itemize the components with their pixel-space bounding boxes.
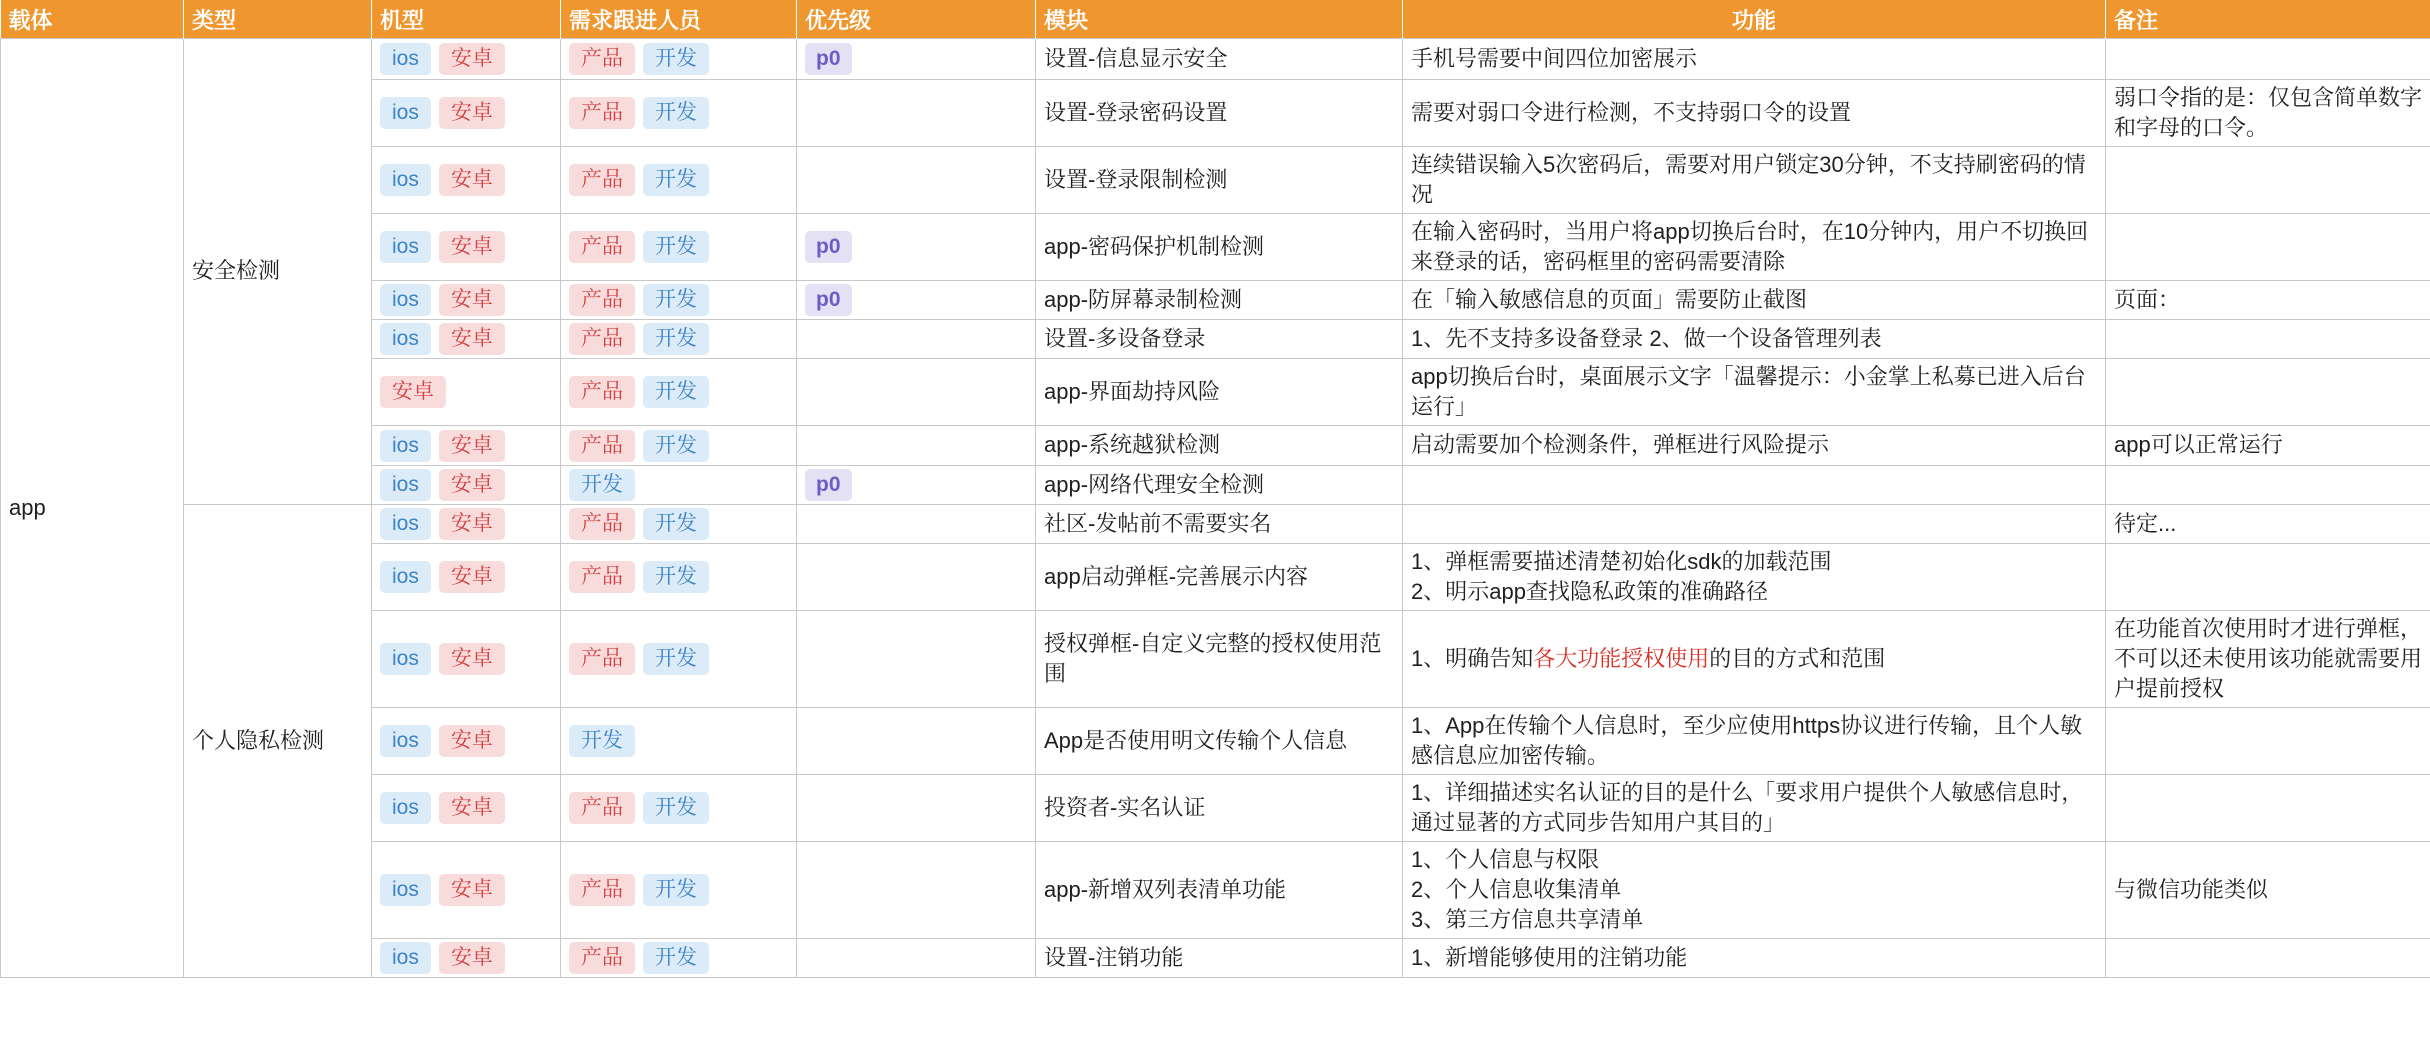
function-line: 手机号需要中间四位加密展示 bbox=[1411, 46, 1698, 71]
module-cell[interactable]: app启动弹框-完善展示内容 bbox=[1036, 543, 1403, 610]
module-cell[interactable]: app-系统越狱检测 bbox=[1036, 426, 1403, 465]
module-cell[interactable]: app-界面劫持风险 bbox=[1036, 359, 1403, 426]
android-tag: 安卓 bbox=[439, 942, 505, 974]
product-tag: 产品 bbox=[569, 164, 635, 196]
dev-tag: 开发 bbox=[643, 376, 709, 408]
function-cell[interactable] bbox=[1403, 281, 2106, 320]
priority-cell[interactable] bbox=[797, 938, 1036, 977]
function-line: 1、App在传输个人信息时，至少应使用https协议进行传输，且个人敏感信息应加密传输。 bbox=[1411, 712, 2083, 768]
dev-tag: 开发 bbox=[643, 323, 709, 355]
function-line: 连续错误输入5次密码后，需要对用户锁定30分钟，不支持刷密码的情况 bbox=[1411, 152, 2086, 207]
ios-tag: ios bbox=[380, 561, 431, 593]
carrier-cell[interactable]: app bbox=[1, 39, 184, 978]
android-tag: 安卓 bbox=[439, 792, 505, 824]
follower-cell[interactable] bbox=[561, 841, 797, 938]
function-line: 1、详细描述实名认证的目的是什么「要求用户提供个人敏感信息时，通过显著的方式同步告知用户其目的」 bbox=[1411, 779, 2084, 835]
dev-tag: 开发 bbox=[643, 284, 709, 316]
note-cell[interactable] bbox=[2106, 39, 2430, 80]
dev-tag: 开发 bbox=[643, 792, 709, 824]
function-cell[interactable] bbox=[1403, 320, 2106, 359]
product-tag: 产品 bbox=[569, 643, 635, 675]
function-line: 2、明示app查找隐私政策的准确路径 bbox=[1411, 578, 1768, 604]
function-cell[interactable] bbox=[1403, 80, 2106, 147]
function-line: app切换后台时，桌面展示文字「温馨提示：小金掌上私募已进入后台运行」 bbox=[1411, 364, 2086, 420]
module-cell[interactable]: 设置-登录密码设置 bbox=[1036, 80, 1403, 147]
priority-tag: p0 bbox=[805, 43, 852, 75]
dev-tag: 开发 bbox=[643, 561, 709, 593]
dev-tag: 开发 bbox=[643, 43, 709, 75]
type-cell[interactable]: 安全检测 bbox=[184, 39, 372, 505]
priority-cell[interactable] bbox=[797, 214, 1036, 281]
ios-tag: ios bbox=[380, 643, 431, 675]
model-cell[interactable] bbox=[372, 80, 561, 147]
priority-cell[interactable] bbox=[797, 359, 1036, 426]
follower-cell[interactable] bbox=[561, 504, 797, 543]
priority-cell[interactable] bbox=[797, 80, 1036, 147]
android-tag: 安卓 bbox=[439, 164, 505, 196]
follower-cell[interactable] bbox=[561, 938, 797, 977]
note-cell[interactable] bbox=[2106, 147, 2430, 214]
android-tag: 安卓 bbox=[439, 561, 505, 593]
priority-tag: p0 bbox=[805, 284, 852, 316]
model-cell[interactable] bbox=[372, 841, 561, 938]
ios-tag: ios bbox=[380, 43, 431, 75]
android-tag: 安卓 bbox=[439, 284, 505, 316]
dev-tag: 开发 bbox=[643, 942, 709, 974]
function-line: 需要对弱口令进行检测，不支持弱口令的设置 bbox=[1411, 100, 1852, 125]
note-cell[interactable]: 页面： bbox=[2106, 281, 2430, 320]
android-tag: 安卓 bbox=[439, 43, 505, 75]
product-tag: 产品 bbox=[569, 508, 635, 540]
follower-cell[interactable] bbox=[561, 707, 797, 774]
ios-tag: ios bbox=[380, 231, 431, 263]
note-cell[interactable] bbox=[2106, 359, 2430, 426]
model-cell[interactable] bbox=[372, 938, 561, 977]
product-tag: 产品 bbox=[569, 792, 635, 824]
follower-cell[interactable] bbox=[561, 610, 797, 707]
product-tag: 产品 bbox=[569, 874, 635, 906]
follower-cell[interactable] bbox=[561, 147, 797, 214]
ios-tag: ios bbox=[380, 284, 431, 316]
note-cell[interactable] bbox=[2106, 707, 2430, 774]
module-cell[interactable]: 设置-多设备登录 bbox=[1036, 320, 1403, 359]
dev-tag: 开发 bbox=[643, 874, 709, 906]
priority-cell[interactable] bbox=[797, 320, 1036, 359]
module-cell[interactable]: app-新增双列表清单功能 bbox=[1036, 841, 1403, 938]
note-cell[interactable]: 待定... bbox=[2106, 504, 2430, 543]
dev-tag: 开发 bbox=[569, 725, 635, 757]
priority-cell[interactable] bbox=[797, 281, 1036, 320]
android-tag: 安卓 bbox=[380, 376, 446, 408]
function-line: 3、第三方信息共享清单 bbox=[1411, 906, 1644, 932]
priority-cell[interactable] bbox=[797, 504, 1036, 543]
function-line: 启动需要加个检测条件，弹框进行风险提示 bbox=[1411, 432, 1830, 458]
follower-cell[interactable] bbox=[561, 774, 797, 841]
product-tag: 产品 bbox=[569, 323, 635, 355]
priority-tag: p0 bbox=[805, 231, 852, 263]
follower-cell[interactable] bbox=[561, 39, 797, 80]
function-line: 2、个人信息收集清单 bbox=[1411, 876, 1622, 902]
header-module[interactable]: 模块 bbox=[1036, 0, 1403, 39]
priority-cell[interactable] bbox=[797, 426, 1036, 465]
priority-cell[interactable] bbox=[797, 707, 1036, 774]
header-function[interactable]: 功能 bbox=[1403, 0, 2106, 39]
model-cell[interactable] bbox=[372, 281, 561, 320]
header-priority[interactable]: 优先级 bbox=[797, 0, 1036, 39]
priority-cell[interactable] bbox=[797, 610, 1036, 707]
dev-tag: 开发 bbox=[643, 643, 709, 675]
ios-tag: ios bbox=[380, 97, 431, 129]
android-tag: 安卓 bbox=[439, 469, 505, 501]
note-cell[interactable] bbox=[2106, 543, 2430, 610]
note-cell[interactable]: 在功能首次使用时才进行弹框，不可以还未使用该功能就需要用户提前授权 bbox=[2106, 610, 2430, 707]
android-tag: 安卓 bbox=[439, 508, 505, 540]
model-cell[interactable] bbox=[372, 774, 561, 841]
follower-cell[interactable] bbox=[561, 320, 797, 359]
dev-tag: 开发 bbox=[643, 430, 709, 462]
product-tag: 产品 bbox=[569, 231, 635, 263]
function-line: 在输入密码时，当用户将app切换后台时，在10分钟内，用户不切换回来登录的话，密码框里的密码需要清除 bbox=[1411, 219, 2089, 274]
note-cell[interactable] bbox=[2106, 214, 2430, 281]
note-cell[interactable] bbox=[2106, 465, 2430, 504]
function-text: 的目的方式和范围 bbox=[1709, 645, 1886, 671]
android-tag: 安卓 bbox=[439, 231, 505, 263]
android-tag: 安卓 bbox=[439, 97, 505, 129]
function-cell[interactable] bbox=[1403, 774, 2106, 841]
model-cell[interactable] bbox=[372, 707, 561, 774]
function-cell[interactable] bbox=[1403, 214, 2106, 281]
highlighted-text: 各大功能授权使用 bbox=[1533, 645, 1710, 671]
module-cell[interactable]: 设置-登录限制检测 bbox=[1036, 147, 1403, 214]
follower-cell[interactable] bbox=[561, 543, 797, 610]
function-cell[interactable] bbox=[1403, 610, 2106, 707]
module-cell[interactable]: 设置-注销功能 bbox=[1036, 938, 1403, 977]
note-cell[interactable]: 弱口令指的是：仅包含简单数字和字母的口令。 bbox=[2106, 80, 2430, 147]
function-cell[interactable] bbox=[1403, 841, 2106, 938]
model-cell[interactable] bbox=[372, 320, 561, 359]
function-cell[interactable] bbox=[1403, 147, 2106, 214]
note-cell[interactable] bbox=[2106, 320, 2430, 359]
android-tag: 安卓 bbox=[439, 430, 505, 462]
function-cell[interactable] bbox=[1403, 504, 2106, 543]
note-cell[interactable] bbox=[2106, 774, 2430, 841]
ios-tag: ios bbox=[380, 430, 431, 462]
function-cell[interactable] bbox=[1403, 39, 2106, 80]
priority-cell[interactable] bbox=[797, 465, 1036, 504]
table-body bbox=[1, 39, 2430, 978]
ios-tag: ios bbox=[380, 508, 431, 540]
ios-tag: ios bbox=[380, 469, 431, 501]
note-cell[interactable]: 与微信功能类似 bbox=[2106, 841, 2430, 938]
module-cell[interactable]: 投资者-实名认证 bbox=[1036, 774, 1403, 841]
header-follower[interactable]: 需求跟进人员 bbox=[561, 0, 797, 39]
model-cell[interactable] bbox=[372, 543, 561, 610]
dev-tag: 开发 bbox=[643, 97, 709, 129]
priority-tag: p0 bbox=[805, 469, 852, 501]
function-cell[interactable] bbox=[1403, 938, 2106, 977]
android-tag: 安卓 bbox=[439, 643, 505, 675]
function-text: 1、明确告知 bbox=[1411, 645, 1534, 671]
note-cell[interactable] bbox=[2106, 938, 2430, 977]
product-tag: 产品 bbox=[569, 942, 635, 974]
product-tag: 产品 bbox=[569, 561, 635, 593]
function-line: 1、弹框需要描述清楚初始化sdk的加载范围 bbox=[1411, 548, 1832, 574]
follower-cell[interactable] bbox=[561, 465, 797, 504]
ios-tag: ios bbox=[380, 942, 431, 974]
follower-cell[interactable] bbox=[561, 426, 797, 465]
header-note[interactable]: 备注 bbox=[2106, 0, 2430, 39]
module-cell[interactable]: 设置-信息显示安全 bbox=[1036, 39, 1403, 80]
priority-cell[interactable] bbox=[797, 543, 1036, 610]
function-cell[interactable] bbox=[1403, 426, 2106, 465]
function-cell[interactable] bbox=[1403, 543, 2106, 610]
ios-tag: ios bbox=[380, 323, 431, 355]
header-row bbox=[1, 0, 2430, 39]
module-cell[interactable]: 社区-发帖前不需要实名 bbox=[1036, 504, 1403, 543]
product-tag: 产品 bbox=[569, 43, 635, 75]
model-cell[interactable] bbox=[372, 426, 561, 465]
dev-tag: 开发 bbox=[569, 469, 635, 501]
ios-tag: ios bbox=[380, 164, 431, 196]
function-line: 1、个人信息与权限 bbox=[1411, 846, 1600, 872]
follower-cell[interactable] bbox=[561, 281, 797, 320]
product-tag: 产品 bbox=[569, 376, 635, 408]
module-cell[interactable]: 授权弹框-自定义完整的授权使用范围 bbox=[1036, 610, 1403, 707]
function-cell[interactable] bbox=[1403, 465, 2106, 504]
function-line: 在「输入敏感信息的页面」需要防止截图 bbox=[1411, 287, 1808, 313]
priority-cell[interactable] bbox=[797, 841, 1036, 938]
priority-cell[interactable] bbox=[797, 774, 1036, 841]
function-line: 1、先不支持多设备登录 2、做一个设备管理列表 bbox=[1411, 326, 1882, 352]
function-cell[interactable] bbox=[1403, 359, 2106, 426]
model-cell[interactable] bbox=[372, 214, 561, 281]
ios-tag: ios bbox=[380, 874, 431, 906]
table-row bbox=[1, 39, 2430, 80]
module-cell[interactable]: app-防屏幕录制检测 bbox=[1036, 281, 1403, 320]
follower-cell[interactable] bbox=[561, 80, 797, 147]
model-cell[interactable] bbox=[372, 610, 561, 707]
function-line: 1、新增能够使用的注销功能 bbox=[1411, 945, 1688, 971]
header-type[interactable]: 类型 bbox=[184, 0, 372, 39]
product-tag: 产品 bbox=[569, 430, 635, 462]
android-tag: 安卓 bbox=[439, 874, 505, 906]
note-cell[interactable]: app可以正常运行 bbox=[2106, 426, 2430, 465]
priority-cell[interactable] bbox=[797, 147, 1036, 214]
android-tag: 安卓 bbox=[439, 725, 505, 757]
header-carrier[interactable]: 载体 bbox=[1, 0, 184, 39]
product-tag: 产品 bbox=[569, 284, 635, 316]
table-row bbox=[1, 504, 2430, 543]
dev-tag: 开发 bbox=[643, 231, 709, 263]
dev-tag: 开发 bbox=[643, 164, 709, 196]
android-tag: 安卓 bbox=[439, 323, 505, 355]
model-cell[interactable] bbox=[372, 39, 561, 80]
dev-tag: 开发 bbox=[643, 508, 709, 540]
priority-cell[interactable] bbox=[797, 39, 1036, 80]
header-model[interactable]: 机型 bbox=[372, 0, 561, 39]
function-cell[interactable] bbox=[1403, 707, 2106, 774]
follower-cell[interactable] bbox=[561, 359, 797, 426]
model-cell[interactable] bbox=[372, 465, 561, 504]
model-cell[interactable] bbox=[372, 504, 561, 543]
module-cell[interactable]: app-网络代理安全检测 bbox=[1036, 465, 1403, 504]
ios-tag: ios bbox=[380, 725, 431, 757]
model-cell[interactable] bbox=[372, 147, 561, 214]
module-cell[interactable]: app-密码保护机制检测 bbox=[1036, 214, 1403, 281]
type-cell[interactable]: 个人隐私检测 bbox=[184, 504, 372, 977]
module-cell[interactable]: App是否使用明文传输个人信息 bbox=[1036, 707, 1403, 774]
model-cell[interactable] bbox=[372, 359, 561, 426]
product-tag: 产品 bbox=[569, 97, 635, 129]
ios-tag: ios bbox=[380, 792, 431, 824]
follower-cell[interactable] bbox=[561, 214, 797, 281]
